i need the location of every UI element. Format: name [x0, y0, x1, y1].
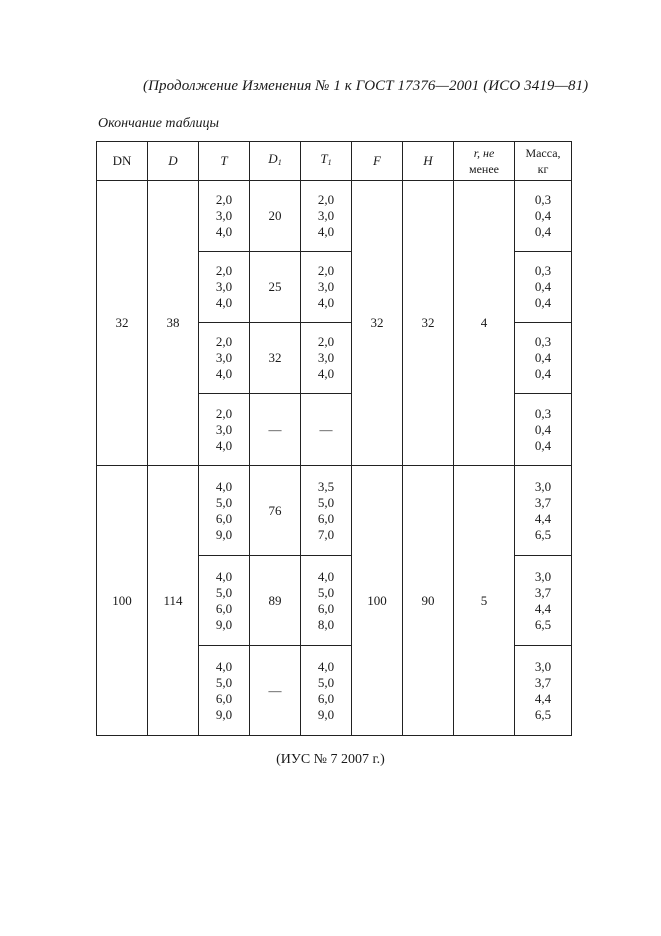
cell-t1-value: 5,0 [317, 674, 335, 690]
cell-mass-value: 4,4 [534, 690, 552, 706]
cell-mass [515, 466, 572, 556]
cell-t-value: 3,0 [215, 350, 233, 365]
cell-t-value: 3,0 [215, 279, 233, 294]
col-header-d1-main: D [268, 151, 278, 166]
cell-t1 [301, 394, 352, 466]
cell-t1-value: 4,0 [317, 224, 335, 239]
cell-mass-value: 0,3 [534, 334, 552, 349]
cell-t1 [301, 323, 352, 394]
cell-t-value: 2,0 [215, 192, 233, 207]
cell-t1-value: 4,0 [317, 366, 335, 381]
cell-r: 4 [454, 181, 515, 466]
cell-t-value: 4,0 [215, 568, 233, 584]
cell-t-value: 6,0 [215, 510, 233, 526]
cell-t1-value: 2,0 [317, 334, 335, 349]
cell-t [199, 556, 250, 646]
cell-mass [515, 323, 572, 394]
cell-t1-value: 4,0 [317, 568, 335, 584]
cell-dn: 32 [97, 181, 148, 466]
cell-mass [515, 646, 572, 736]
cell-mass [515, 181, 572, 252]
cell-d1: 89 [250, 556, 301, 646]
cell-t-value: 3,0 [215, 421, 233, 437]
cell-t-value: 4,0 [215, 295, 233, 310]
col-header-r-line1: r, не [473, 146, 495, 160]
cell-mass-value: 0,4 [534, 224, 552, 239]
cell-t1-value: 8,0 [317, 616, 335, 632]
cell-mass-value: 0,4 [534, 295, 552, 310]
table-body [97, 181, 572, 736]
cell-t1 [301, 556, 352, 646]
col-header-mass-line2: кг [537, 162, 549, 176]
cell-mass-value: 0,4 [534, 421, 552, 437]
col-header-d: D [148, 142, 199, 181]
cell-t1-value: 9,0 [317, 706, 335, 722]
cell-t1-value: 6,0 [317, 600, 335, 616]
cell-t-value: 9,0 [215, 526, 233, 542]
cell-mass-value: 3,7 [534, 674, 552, 690]
cell-h: 90 [403, 466, 454, 736]
cell-t [199, 181, 250, 252]
cell-t-value: 5,0 [215, 674, 233, 690]
cell-mass-value: 0,4 [534, 366, 552, 381]
cell-t [199, 646, 250, 736]
cell-t [199, 252, 250, 323]
cell-mass-value: 3,0 [534, 568, 552, 584]
cell-t-value: 6,0 [215, 600, 233, 616]
col-header-mass [515, 142, 572, 181]
col-header-r-line2: менее [469, 162, 499, 176]
cell-t-value: 4,0 [215, 658, 233, 674]
col-header-t1-main: T [320, 151, 328, 166]
cell-d: 114 [148, 466, 199, 736]
cell-t1-value: 2,0 [317, 192, 335, 207]
cell-mass-value: 0,4 [534, 279, 552, 294]
cell-t-value: 4,0 [215, 437, 233, 453]
cell-d: 38 [148, 181, 199, 466]
cell-t-value: 4,0 [215, 224, 233, 239]
cell-mass-value: 0,4 [534, 350, 552, 365]
cell-mass-value: 6,5 [534, 526, 552, 542]
cell-mass-value: 6,5 [534, 706, 552, 722]
col-header-mass-line1: Масса, [525, 146, 561, 160]
cell-mass-value: 0,4 [534, 208, 552, 223]
col-header-f: F [352, 142, 403, 181]
cell-mass-value: 3,0 [534, 478, 552, 494]
col-header-t1 [301, 142, 352, 181]
cell-r: 5 [454, 466, 515, 736]
cell-t-value: 6,0 [215, 690, 233, 706]
cell-t1-value: — [319, 421, 333, 437]
cell-t-value: 2,0 [215, 334, 233, 349]
cell-mass-value: 4,4 [534, 510, 552, 526]
cell-t-value: 4,0 [215, 366, 233, 381]
cell-mass [515, 252, 572, 323]
col-header-d1-sub: 1 [277, 158, 282, 167]
col-header-d1 [250, 142, 301, 181]
cell-t1 [301, 181, 352, 252]
cell-t-value: 4,0 [215, 478, 233, 494]
cell-mass [515, 556, 572, 646]
cell-d1: — [250, 394, 301, 466]
cell-t-value: 2,0 [215, 263, 233, 278]
col-header-r [454, 142, 515, 181]
cell-t1-value: 2,0 [317, 263, 335, 278]
cell-t-value: 5,0 [215, 494, 233, 510]
cell-t1-value: 4,0 [317, 295, 335, 310]
cell-t1-value: 5,0 [317, 494, 335, 510]
cell-t1-value: 7,0 [317, 526, 335, 542]
col-header-t1-sub: 1 [327, 158, 332, 167]
cell-mass-value: 0,3 [534, 192, 552, 207]
cell-dn: 100 [97, 466, 148, 736]
cell-mass-value: 0,3 [534, 405, 552, 421]
cell-mass-value: 6,5 [534, 616, 552, 632]
cell-d1: 76 [250, 466, 301, 556]
cell-d1: 25 [250, 252, 301, 323]
table-header-row [97, 142, 572, 181]
cell-mass-value: 0,3 [534, 263, 552, 278]
cell-d1: 32 [250, 323, 301, 394]
cell-t [199, 466, 250, 556]
cell-d1: — [250, 646, 301, 736]
cell-t1-value: 3,0 [317, 279, 335, 294]
cell-t1-value: 6,0 [317, 510, 335, 526]
cell-t1 [301, 252, 352, 323]
cell-f: 32 [352, 181, 403, 466]
cell-t-value: 5,0 [215, 584, 233, 600]
footer-note: (ИУС № 7 2007 г.) [276, 752, 385, 767]
cell-t1 [301, 466, 352, 556]
cell-mass-value: 0,4 [534, 437, 552, 453]
col-header-t: T [199, 142, 250, 181]
table-row [97, 466, 572, 556]
cell-t1-value: 3,5 [317, 478, 335, 494]
cell-mass-value: 3,7 [534, 494, 552, 510]
cell-mass-value: 3,0 [534, 658, 552, 674]
table-subtitle: Окончание таблицы [98, 116, 219, 131]
dimensions-table [96, 141, 572, 736]
cell-t [199, 323, 250, 394]
cell-t1 [301, 646, 352, 736]
cell-t1-value: 3,0 [317, 208, 335, 223]
col-header-h: H [403, 142, 454, 181]
table-row [97, 181, 572, 252]
cell-t1-value: 4,0 [317, 658, 335, 674]
cell-d1: 20 [250, 181, 301, 252]
continuation-header: (Продолжение Изменения № 1 к ГОСТ 17376—2001 (ИСО 3419—81) [143, 78, 589, 94]
cell-mass-value: 3,7 [534, 584, 552, 600]
cell-f: 100 [352, 466, 403, 736]
cell-t-value: 9,0 [215, 706, 233, 722]
cell-t1-value: 6,0 [317, 690, 335, 706]
cell-t-value: 9,0 [215, 616, 233, 632]
cell-mass-value: 4,4 [534, 600, 552, 616]
cell-t1-value: 5,0 [317, 584, 335, 600]
cell-t1-value: 3,0 [317, 350, 335, 365]
cell-mass [515, 394, 572, 466]
col-header-dn: DN [97, 142, 148, 181]
cell-t [199, 394, 250, 466]
cell-t-value: 3,0 [215, 208, 233, 223]
cell-t-value: 2,0 [215, 405, 233, 421]
cell-h: 32 [403, 181, 454, 466]
